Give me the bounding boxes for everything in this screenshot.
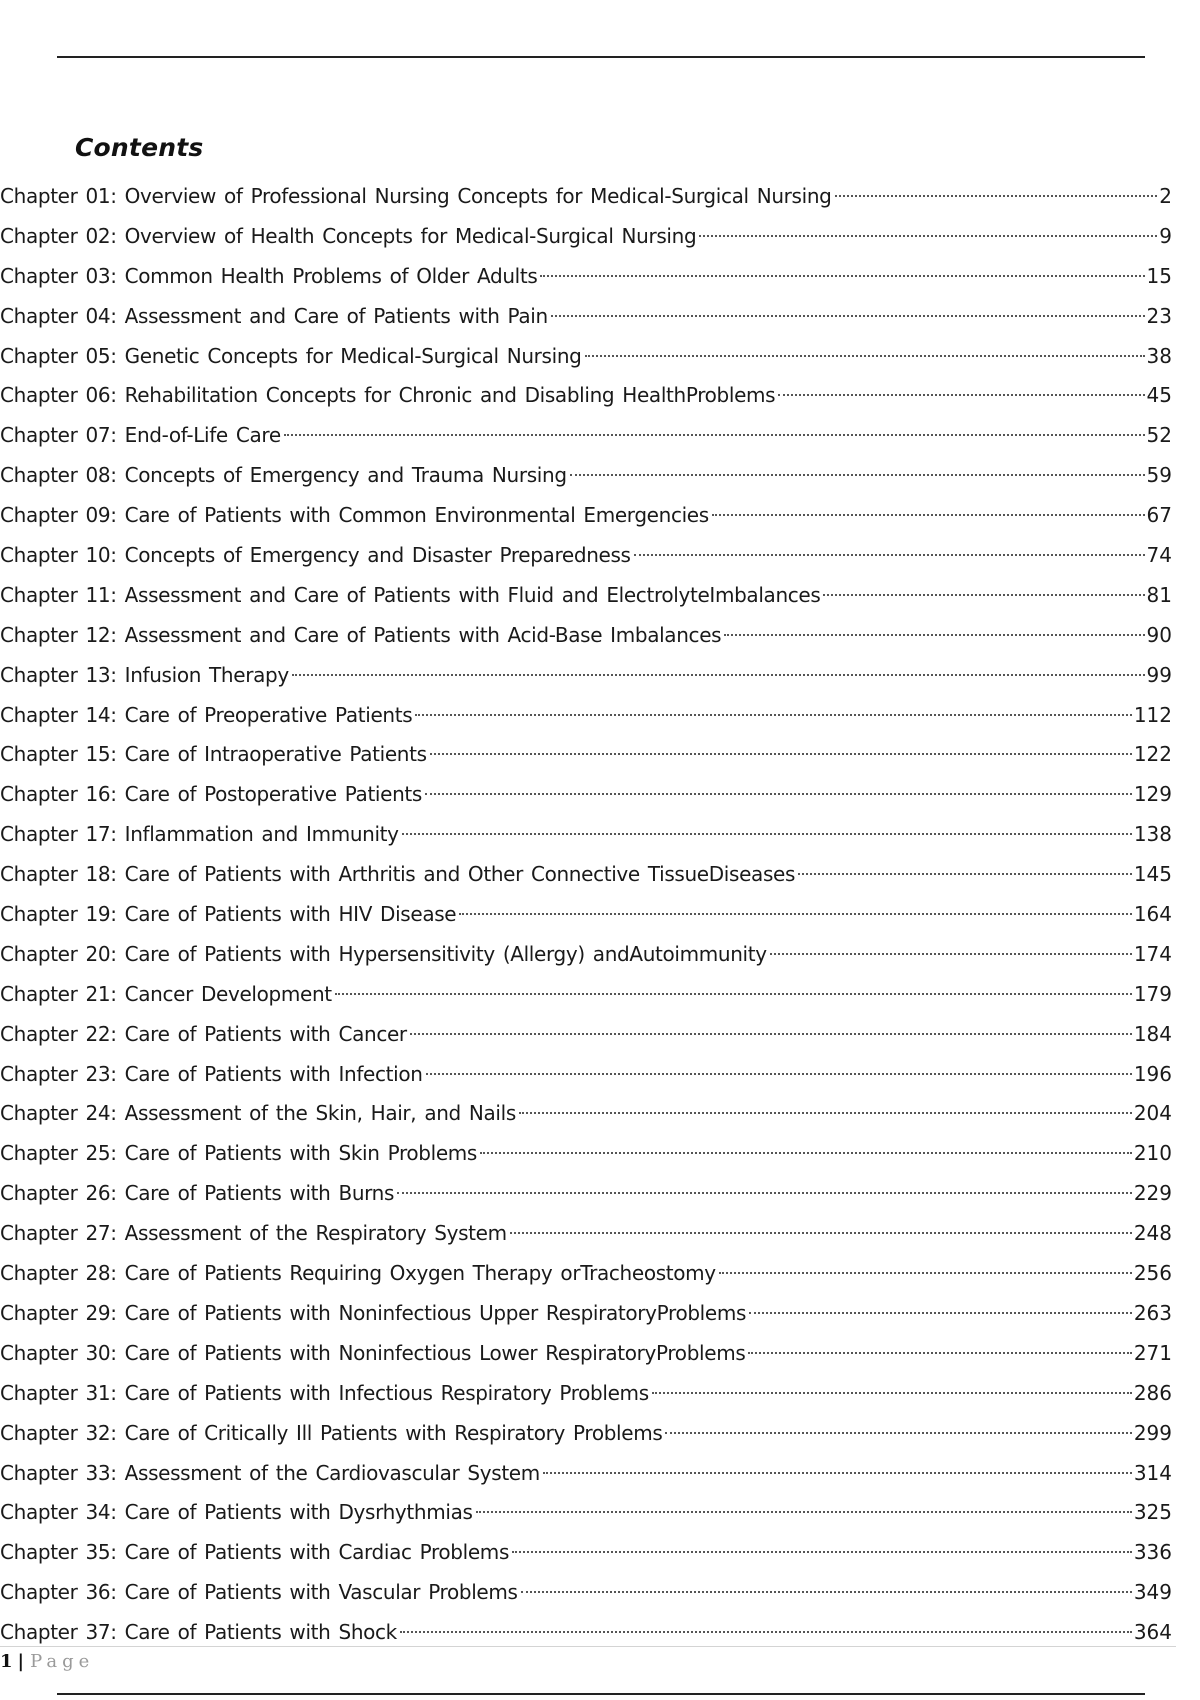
toc-entry-page[interactable]: 210	[1133, 1141, 1172, 1166]
contents-heading: Contents	[75, 132, 204, 162]
toc-entry-page[interactable]: 81	[1146, 582, 1172, 607]
toc-entry-page[interactable]: 15	[1146, 263, 1172, 288]
toc-dot-leader	[770, 953, 1132, 955]
toc-dot-leader	[551, 315, 1145, 317]
toc-entry-title[interactable]: Chapter 26: Care of Patients with Burns	[0, 1181, 395, 1206]
toc-entry-page[interactable]: 112	[1133, 702, 1172, 727]
toc-entry-page[interactable]: 145	[1133, 862, 1172, 887]
toc-entry-page[interactable]: 314	[1133, 1460, 1172, 1485]
toc-entry[interactable]	[0, 855, 1172, 895]
toc-entry[interactable]	[0, 177, 1172, 217]
toc-entry-page[interactable]: 38	[1146, 343, 1172, 368]
toc-entry[interactable]	[0, 297, 1172, 337]
toc-entry[interactable]	[0, 656, 1172, 696]
toc-entry[interactable]	[0, 1214, 1172, 1254]
toc-entry-title[interactable]: Chapter 18: Care of Patients with Arthritis and Other Connective TissueDiseases	[0, 862, 796, 887]
header-rule	[57, 56, 1145, 58]
toc-entry[interactable]	[0, 1334, 1172, 1374]
page-footer	[0, 1651, 94, 1672]
toc-entry-title[interactable]: Chapter 28: Care of Patients Requiring Oxygen Therapy orTracheostomy	[0, 1261, 716, 1286]
toc-entry[interactable]	[0, 1055, 1172, 1095]
toc-entry-page[interactable]: 174	[1133, 941, 1172, 966]
toc-entry-page[interactable]: 9	[1159, 223, 1172, 248]
toc-entry-page[interactable]: 138	[1133, 822, 1172, 847]
toc-entry-page[interactable]: 45	[1146, 383, 1172, 408]
toc-entry-title[interactable]: Chapter 21: Cancer Development	[0, 981, 332, 1006]
toc-dot-leader	[521, 1591, 1132, 1593]
toc-entry-title[interactable]: Chapter 36: Care of Patients with Vascular Problems	[0, 1580, 518, 1605]
toc-entry[interactable]	[0, 775, 1172, 815]
toc-entry-page[interactable]: 67	[1146, 503, 1172, 528]
toc-entry-title[interactable]: Chapter 04: Assessment and Care of Patients with Pain	[0, 303, 548, 328]
toc-entry-title[interactable]: Chapter 02: Overview of Health Concepts for Medical-Surgical Nursing	[0, 223, 697, 248]
toc-dot-leader	[652, 1392, 1132, 1394]
toc-entry[interactable]	[0, 1414, 1172, 1454]
toc-entry-page[interactable]: 52	[1146, 423, 1172, 448]
toc-entry-page[interactable]: 229	[1133, 1181, 1172, 1206]
toc-entry-title[interactable]: Chapter 01: Overview of Professional Nursing Concepts for Medical-Surgical Nursing	[0, 184, 832, 208]
toc-entry[interactable]	[0, 1294, 1172, 1334]
bottom-rule	[57, 1693, 1145, 1695]
toc-dot-leader	[425, 793, 1132, 795]
toc-entry-page[interactable]: 336	[1133, 1540, 1172, 1565]
toc-entry-title[interactable]: Chapter 12: Assessment and Care of Patients with Acid-Base Imbalances	[0, 622, 722, 647]
toc-dot-leader	[749, 1312, 1132, 1314]
toc-entry-page[interactable]: 349	[1133, 1580, 1172, 1605]
toc-dot-leader	[335, 993, 1132, 995]
toc-entry[interactable]	[0, 975, 1172, 1015]
toc-dot-leader	[699, 235, 1157, 237]
toc-dot-leader	[480, 1152, 1132, 1154]
toc-entry[interactable]	[0, 416, 1172, 456]
toc-entry-title[interactable]: Chapter 30: Care of Patients with Noninfectious Lower RespiratoryProblems	[0, 1340, 746, 1365]
toc-entry[interactable]	[0, 895, 1172, 935]
toc-entry-page[interactable]: 196	[1133, 1061, 1172, 1086]
footer-rule	[0, 1646, 1176, 1647]
toc-entry-page[interactable]: 129	[1133, 782, 1172, 807]
toc-entry-page[interactable]: 263	[1133, 1300, 1172, 1325]
toc-entry[interactable]	[0, 536, 1172, 576]
toc-entry-page[interactable]: 74	[1146, 543, 1172, 568]
toc-entry[interactable]	[0, 1374, 1172, 1414]
toc-entry-page[interactable]: 286	[1133, 1380, 1172, 1405]
toc-entry-page[interactable]: 99	[1146, 662, 1172, 687]
toc-entry-page[interactable]: 122	[1133, 742, 1172, 767]
toc-entry[interactable]	[0, 1454, 1172, 1494]
toc-entry-title[interactable]: Chapter 32: Care of Critically Ill Patients with Respiratory Problems	[0, 1420, 663, 1445]
toc-entry-title[interactable]: Chapter 16: Care of Postoperative Patients	[0, 782, 422, 807]
table-of-contents	[0, 177, 1172, 1653]
toc-entry[interactable]	[0, 935, 1172, 975]
toc-entry-title[interactable]: Chapter 13: Infusion Therapy	[0, 662, 289, 687]
toc-entry[interactable]	[0, 1533, 1172, 1573]
toc-dot-leader	[519, 1112, 1132, 1114]
toc-entry-title[interactable]: Chapter 22: Care of Patients with Cancer	[0, 1021, 407, 1046]
toc-entry-page[interactable]: 179	[1133, 981, 1172, 1006]
toc-entry-title[interactable]: Chapter 20: Care of Patients with Hypersensitivity (Allergy) andAutoimmunity	[0, 941, 767, 966]
toc-entry[interactable]	[0, 217, 1172, 257]
toc-entry[interactable]	[0, 1015, 1172, 1055]
toc-entry[interactable]	[0, 257, 1172, 297]
toc-entry-page[interactable]: 256	[1133, 1261, 1172, 1286]
toc-dot-leader	[823, 594, 1144, 596]
toc-entry-page[interactable]: 2	[1159, 184, 1172, 208]
toc-dot-leader	[712, 514, 1145, 516]
toc-entry[interactable]	[0, 376, 1172, 416]
toc-entry-title[interactable]: Chapter 11: Assessment and Care of Patients with Fluid and ElectrolyteImbalances	[0, 582, 821, 607]
toc-dot-leader	[512, 1551, 1132, 1553]
toc-entry-title[interactable]: Chapter 37: Care of Patients with Shock	[0, 1620, 397, 1645]
toc-dot-leader	[292, 674, 1145, 676]
toc-entry-page[interactable]: 325	[1133, 1500, 1172, 1525]
toc-dot-leader	[410, 1033, 1132, 1035]
toc-entry-page[interactable]: 164	[1133, 902, 1172, 927]
toc-entry-title[interactable]: Chapter 03: Common Health Problems of Older Adults	[0, 263, 538, 288]
toc-entry-title[interactable]: Chapter 09: Care of Patients with Common Environmental Emergencies	[0, 503, 709, 528]
toc-entry-title[interactable]: Chapter 06: Rehabilitation Concepts for Chronic and Disabling HealthProblems	[0, 383, 776, 408]
toc-dot-leader	[719, 1272, 1132, 1274]
toc-dot-leader	[724, 634, 1144, 636]
toc-dot-leader	[510, 1232, 1132, 1234]
toc-entry[interactable]	[0, 1254, 1172, 1294]
toc-entry-title[interactable]: Chapter 29: Care of Patients with Noninfectious Upper RespiratoryProblems	[0, 1300, 747, 1325]
toc-entry-title[interactable]: Chapter 07: End-of-Life Care	[0, 423, 281, 448]
toc-entry[interactable]	[0, 1134, 1172, 1174]
toc-dot-leader	[426, 1073, 1132, 1075]
toc-dot-leader	[798, 873, 1132, 875]
toc-entry[interactable]	[0, 1573, 1172, 1613]
toc-entry-title[interactable]: Chapter 19: Care of Patients with HIV Disease	[0, 902, 457, 927]
footer-page-number: 1	[0, 1651, 13, 1672]
toc-entry-title[interactable]: Chapter 23: Care of Patients with Infection	[0, 1061, 423, 1086]
toc-dot-leader	[397, 1192, 1132, 1194]
toc-entry-page[interactable]: 23	[1146, 303, 1172, 328]
toc-dot-leader	[402, 833, 1132, 835]
toc-dot-leader	[634, 554, 1145, 556]
footer-separator: |	[17, 1651, 25, 1672]
toc-entry[interactable]	[0, 496, 1172, 536]
toc-dot-leader	[585, 355, 1145, 357]
toc-entry[interactable]	[0, 1174, 1172, 1214]
toc-dot-leader	[459, 913, 1132, 915]
toc-dot-leader	[476, 1511, 1132, 1513]
toc-entry-title[interactable]: Chapter 08: Concepts of Emergency and Trauma Nursing	[0, 463, 567, 488]
toc-entry-title[interactable]: Chapter 14: Care of Preoperative Patients	[0, 702, 413, 727]
toc-entry[interactable]	[0, 456, 1172, 496]
toc-entry-page[interactable]: 364	[1133, 1620, 1172, 1645]
toc-entry-title[interactable]: Chapter 33: Assessment of the Cardiovascular System	[0, 1460, 540, 1485]
toc-entry[interactable]	[0, 1094, 1172, 1134]
toc-dot-leader	[748, 1352, 1131, 1354]
toc-entry-page[interactable]: 271	[1133, 1340, 1172, 1365]
toc-entry-title[interactable]: Chapter 24: Assessment of the Skin, Hair, and Nails	[0, 1101, 516, 1126]
toc-entry-page[interactable]: 59	[1146, 463, 1172, 488]
toc-entry[interactable]	[0, 696, 1172, 736]
toc-dot-leader	[400, 1631, 1132, 1633]
toc-dot-leader	[570, 474, 1145, 476]
toc-dot-leader	[835, 195, 1158, 197]
toc-dot-leader	[665, 1432, 1131, 1434]
toc-entry-title[interactable]: Chapter 31: Care of Patients with Infectious Respiratory Problems	[0, 1380, 649, 1405]
toc-entry-page[interactable]: 90	[1146, 622, 1172, 647]
toc-entry-page[interactable]: 248	[1133, 1221, 1172, 1246]
footer-page-label: Page	[30, 1651, 95, 1672]
toc-entry-title[interactable]: Chapter 27: Assessment of the Respiratory System	[0, 1221, 507, 1246]
toc-entry[interactable]	[0, 815, 1172, 855]
toc-entry-page[interactable]: 204	[1133, 1101, 1172, 1126]
toc-entry-page[interactable]: 299	[1133, 1420, 1172, 1445]
toc-entry[interactable]	[0, 337, 1172, 377]
toc-entry-title[interactable]: Chapter 34: Care of Patients with Dysrhythmias	[0, 1500, 473, 1525]
toc-entry[interactable]	[0, 735, 1172, 775]
toc-entry-title[interactable]: Chapter 10: Concepts of Emergency and Disaster Preparedness	[0, 543, 631, 568]
toc-entry[interactable]	[0, 576, 1172, 616]
toc-dot-leader	[284, 434, 1145, 436]
toc-entry-title[interactable]: Chapter 35: Care of Patients with Cardiac Problems	[0, 1540, 510, 1565]
toc-entry-title[interactable]: Chapter 25: Care of Patients with Skin Problems	[0, 1141, 477, 1166]
toc-dot-leader	[543, 1472, 1132, 1474]
toc-entry-title[interactable]: Chapter 05: Genetic Concepts for Medical-Surgical Nursing	[0, 343, 582, 368]
toc-entry[interactable]	[0, 1493, 1172, 1533]
toc-entry[interactable]	[0, 616, 1172, 656]
toc-entry-page[interactable]: 184	[1133, 1021, 1172, 1046]
toc-entry-title[interactable]: Chapter 17: Inflammation and Immunity	[0, 822, 399, 847]
toc-dot-leader	[540, 275, 1144, 277]
toc-dot-leader	[778, 394, 1144, 396]
toc-dot-leader	[415, 714, 1132, 716]
toc-dot-leader	[430, 753, 1132, 755]
toc-entry-title[interactable]: Chapter 15: Care of Intraoperative Patients	[0, 742, 427, 767]
